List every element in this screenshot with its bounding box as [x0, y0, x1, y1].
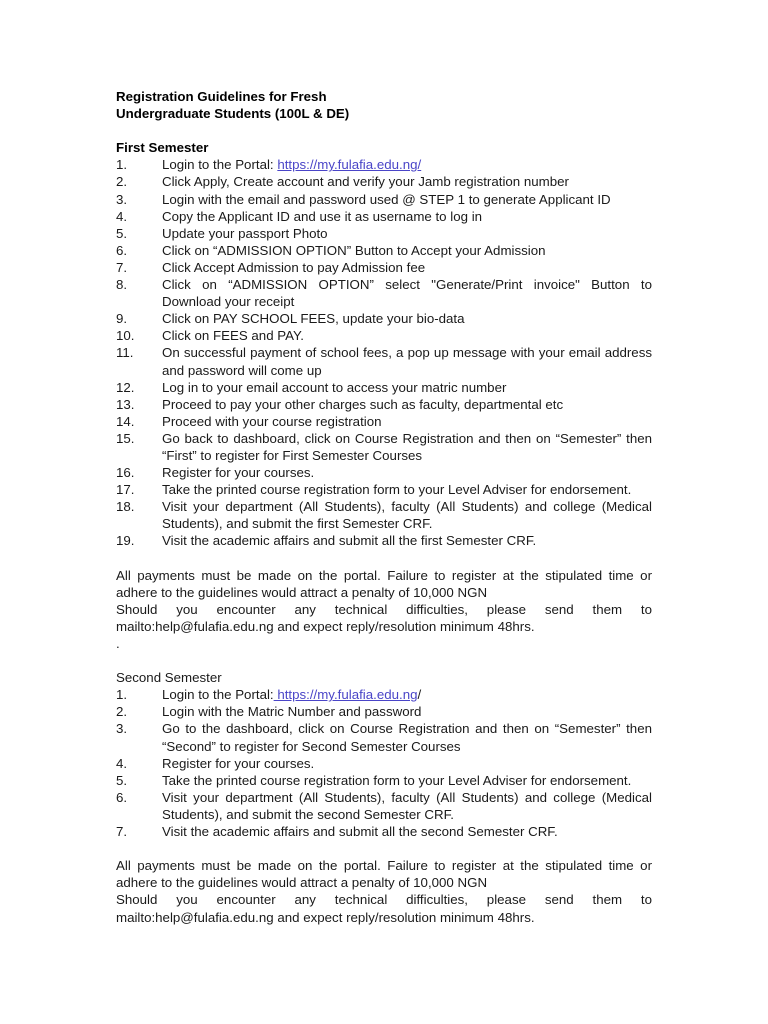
list-item	[116, 686, 652, 703]
document-body	[116, 88, 652, 926]
step-number: 7.	[116, 824, 128, 840]
page-title-line-1: Registration Guidelines for Fresh	[116, 89, 327, 104]
first-semester-step-list	[116, 156, 652, 549]
step-text: Click on “ADMISSION OPTION” select "Generate/Print invoice" Button to Download your receipt	[162, 277, 652, 310]
step-text: Log in to your email account to access your matric number	[162, 379, 507, 395]
step-number: 17.	[116, 482, 135, 498]
list-item	[116, 703, 652, 720]
step-number: 18.	[116, 499, 135, 515]
list-item	[116, 464, 652, 481]
step-number: 15.	[116, 430, 135, 446]
step-text: Take the printed course registration form to your Level Adviser for endorsement.	[162, 482, 632, 498]
step-number: 16.	[116, 465, 135, 481]
trailing-dot: .	[116, 636, 120, 651]
list-item	[116, 276, 652, 310]
list-item	[116, 310, 652, 327]
list-item	[116, 532, 652, 549]
step-text: Visit the academic affairs and submit all the second Semester CRF.	[162, 824, 558, 840]
list-item	[116, 156, 652, 173]
step-number: 3.	[116, 721, 128, 737]
list-item	[116, 755, 652, 772]
step-text: Copy the Applicant ID and use it as username to log in	[162, 208, 483, 224]
second-semester-support-notice: Should you encounter any technical difficulties, please send them to mailto:help@fulafia.edu.ng and expect reply/resolution minimum 48hrs.	[116, 892, 652, 925]
list-item	[116, 327, 652, 344]
list-item	[116, 413, 652, 430]
list-item	[116, 789, 652, 823]
step-number: 13.	[116, 396, 135, 412]
step-number: 2.	[116, 704, 128, 720]
step-text: Go to the dashboard, click on Course Registration and then on “Semester” then “Second” to register for Second Semester Courses	[162, 721, 652, 754]
paragraph-spacer	[116, 652, 652, 669]
paragraph-spacer	[116, 840, 652, 857]
step-number: 5.	[116, 772, 128, 788]
step-number: 10.	[116, 328, 135, 344]
list-item	[116, 430, 652, 464]
step-text: Register for your courses.	[162, 755, 315, 771]
step-text: Login to the Portal:	[162, 687, 274, 703]
step-text: Proceed to pay your other charges such as faculty, departmental etc	[162, 396, 564, 412]
step-number: 2.	[116, 174, 128, 190]
second-semester-heading: Second Semester	[116, 670, 222, 686]
step-number: 7.	[116, 259, 128, 275]
step-number: 14.	[116, 413, 135, 429]
first-semester-support-notice: Should you encounter any technical difficulties, please send them to mailto:help@fulafia.edu.ng and expect reply/resolution minimum 48hrs.	[116, 601, 652, 634]
step-number: 9.	[116, 311, 128, 327]
list-item	[116, 823, 652, 840]
list-item	[116, 191, 652, 208]
step-text: Login to the Portal:	[162, 157, 278, 173]
step-text: Visit your department (All Students), faculty (All Students) and college (Medical Students), and submit the first Semester CRF.	[162, 499, 652, 532]
list-item	[116, 720, 652, 754]
step-text-trailing: /	[417, 687, 422, 703]
step-number: 4.	[116, 208, 128, 224]
first-semester-payment-notice: All payments must be made on the portal. Failure to register at the stipulated time or adhere to the guidelines would attract a penalty of 10,000 NGN	[116, 567, 652, 600]
step-number: 6.	[116, 789, 128, 805]
step-number: 3.	[116, 191, 128, 207]
step-text: Visit the academic affairs and submit all the first Semester CRF.	[162, 533, 537, 549]
list-item	[116, 242, 652, 259]
step-text: On successful payment of school fees, a pop up message with your email address and password will come up	[162, 345, 652, 378]
portal-link-second-semester[interactable]: https://my.fulafia.edu.ng	[273, 687, 418, 703]
list-item	[116, 344, 652, 378]
step-number: 19.	[116, 533, 135, 549]
step-text: Click Accept Admission to pay Admission fee	[162, 259, 426, 275]
step-text: Update your passport Photo	[162, 225, 328, 241]
step-number: 5.	[116, 225, 128, 241]
second-semester-payment-notice: All payments must be made on the portal. Failure to register at the stipulated time or adhere to the guidelines would attract a penalty of 10,000 NGN	[116, 858, 652, 891]
step-text: Login with the email and password used @ STEP 1 to generate Applicant ID	[162, 191, 611, 207]
step-number: 4.	[116, 755, 128, 771]
list-item	[116, 208, 652, 225]
step-text: Click on FEES and PAY.	[162, 328, 304, 344]
list-item	[116, 259, 652, 276]
step-text: Go back to dashboard, click on Course Registration and then on “Semester” then “First” to register for First Semester Courses	[162, 430, 652, 463]
step-text: Register for your courses.	[162, 465, 315, 481]
first-semester-heading: First Semester	[116, 140, 209, 156]
list-item	[116, 498, 652, 532]
list-item	[116, 225, 652, 242]
step-number: 8.	[116, 277, 128, 293]
paragraph-spacer	[116, 550, 652, 567]
step-text: Proceed with your course registration	[162, 413, 382, 429]
step-number: 6.	[116, 242, 128, 258]
page-title	[116, 88, 652, 122]
step-text: Visit your department (All Students), faculty (All Students) and college (Medical Students), and submit the second Semester CRF.	[162, 789, 652, 822]
step-text: Click Apply, Create account and verify your Jamb registration number	[162, 174, 569, 190]
step-number: 1.	[116, 157, 128, 173]
second-semester-step-list	[116, 686, 652, 840]
step-number: 11.	[116, 345, 134, 361]
page-title-line-2: Undergraduate Students (100L & DE)	[116, 106, 350, 122]
step-text: Login with the Matric Number and password	[162, 704, 422, 720]
list-item	[116, 173, 652, 190]
step-text: Take the printed course registration form to your Level Adviser for endorsement.	[162, 772, 632, 788]
step-text: Click on “ADMISSION OPTION” Button to Accept your Admission	[162, 242, 546, 258]
portal-link-first-semester[interactable]: https://my.fulafia.edu.ng/	[277, 157, 422, 173]
step-number: 1.	[116, 687, 128, 703]
step-number: 12.	[116, 379, 135, 395]
list-item	[116, 481, 652, 498]
list-item	[116, 379, 652, 396]
list-item	[116, 772, 652, 789]
list-item	[116, 396, 652, 413]
step-text: Click on PAY SCHOOL FEES, update your bio-data	[162, 311, 465, 327]
